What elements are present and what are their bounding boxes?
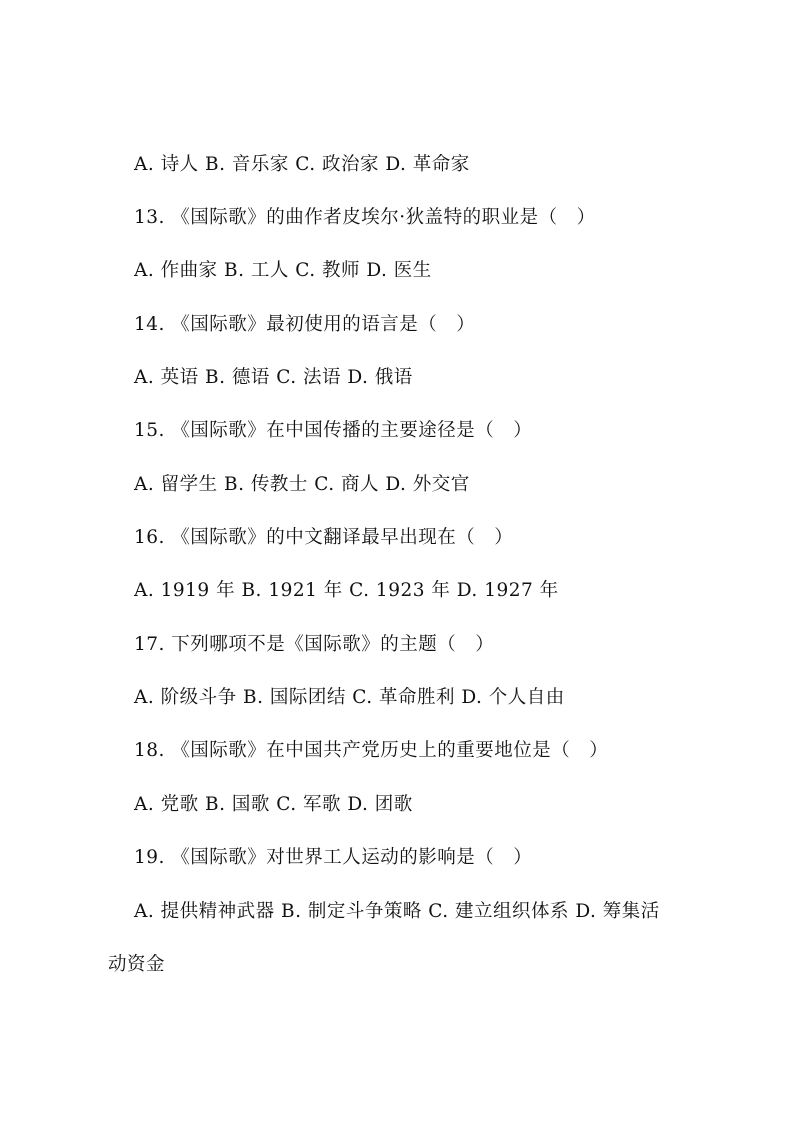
question-13: 13. 《国际歌》的曲作者皮埃尔·狄盖特的职业是（ ）: [134, 207, 596, 228]
options-q16: A. 1919 年 B. 1921 年 C. 1923 年 D. 1927 年: [134, 580, 559, 601]
question-19: 19. 《国际歌》对世界工人运动的影响是（ ）: [134, 847, 533, 868]
question-17: 17. 下列哪项不是《国际歌》的主题（ ）: [134, 634, 495, 655]
options-q15: A. 留学生 B. 传教士 C. 商人 D. 外交官: [134, 474, 470, 495]
question-14: 14. 《国际歌》最初使用的语言是（ ）: [134, 314, 476, 335]
options-q14: A. 英语 B. 德语 C. 法语 D. 俄语: [134, 367, 413, 388]
options-q17: A. 阶级斗争 B. 国际团结 C. 革命胜利 D. 个人自由: [134, 687, 565, 708]
options-q19: A. 提供精神武器 B. 制定斗争策略 C. 建立组织体系 D. 筹集活动资金: [108, 901, 660, 975]
options-q12: A. 诗人 B. 音乐家 C. 政治家 D. 革命家: [134, 154, 470, 175]
options-q18: A. 党歌 B. 国歌 C. 军歌 D. 团歌: [134, 794, 413, 815]
question-15: 15. 《国际歌》在中国传播的主要途径是（ ）: [134, 420, 533, 441]
question-18: 18. 《国际歌》在中国共产党历史上的重要地位是（ ）: [134, 740, 609, 761]
question-16: 16. 《国际歌》的中文翻译最早出现在（ ）: [134, 527, 514, 548]
options-q13: A. 作曲家 B. 工人 C. 教师 D. 医生: [134, 260, 432, 281]
